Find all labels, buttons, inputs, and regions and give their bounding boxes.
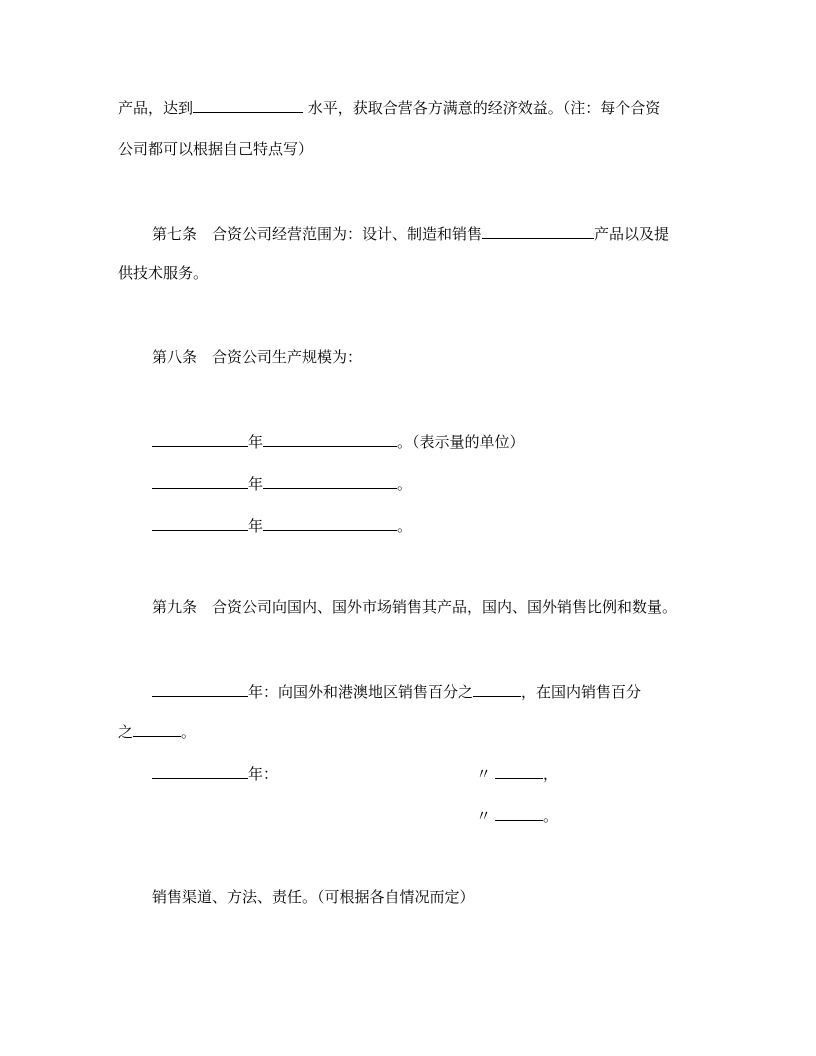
year-blank[interactable] [152, 514, 248, 531]
art7-before-text: 第七条 合资公司经营范围为：设计、制造和销售 [152, 225, 483, 243]
sales-row-1-line2-end: 。 [181, 723, 197, 741]
art7-after-text: 产品以及提 [594, 225, 670, 243]
p1-after-text: 水平，获取合营各方满意的经济效益。（注：每个合资 [303, 99, 661, 117]
ditto-mark: 〃 [476, 765, 492, 783]
sales-row-2-domestic [476, 804, 558, 826]
business-scope-blank[interactable] [482, 222, 594, 239]
article-9-heading: 第九条 合资公司向国内、国外市场销售其产品，国内、国外销售比例和数量。 [152, 598, 678, 616]
domestic-percent-blank[interactable] [133, 720, 181, 737]
row-end-text: 。（表示量的单位） [397, 433, 525, 451]
row-end-text: 。 [397, 475, 413, 493]
sales-row-2-year [152, 762, 278, 784]
year-label: 年 [248, 517, 264, 535]
sales-row-2-year-label: 年： [248, 765, 279, 783]
paragraph-1-line-1 [118, 96, 660, 118]
sales-row-1-mid2: ，在国内销售百分 [521, 683, 642, 701]
export-percent-blank[interactable] [495, 762, 543, 779]
sales-channels-text: 销售渠道、方法、责任。（可根据各自情况而定） [152, 888, 475, 906]
paragraph-1-line-2: 公司都可以根据自己特点写） [118, 140, 314, 158]
sales-row-2-end-2: 。 [543, 807, 559, 825]
export-percent-blank[interactable] [473, 680, 521, 697]
domestic-percent-blank[interactable] [495, 804, 543, 821]
quantity-blank[interactable] [263, 514, 397, 531]
sales-row-1-line2-start: 之 [118, 723, 134, 741]
sales-row-1-line-1 [152, 680, 641, 702]
sales-row-2-end-1: ， [543, 765, 559, 783]
p1-before-text: 产品，达到 [118, 99, 194, 117]
sales-row-1-line-2 [118, 720, 196, 742]
article-7-line-2: 供技术服务。 [118, 264, 209, 282]
production-row-2 [152, 472, 412, 494]
production-row-3 [152, 514, 412, 536]
ditto-mark: 〃 [476, 807, 492, 825]
year-blank[interactable] [152, 472, 248, 489]
year-blank[interactable] [152, 430, 248, 447]
quantity-blank[interactable] [263, 472, 397, 489]
level-blank[interactable] [193, 96, 303, 113]
production-row-1 [152, 430, 525, 452]
sales-row-1-mid: 年：向国外和港澳地区销售百分之 [248, 683, 474, 701]
sales-row-2-export [476, 762, 558, 784]
year-label: 年 [248, 475, 264, 493]
quantity-blank[interactable] [263, 430, 397, 447]
year-label: 年 [248, 433, 264, 451]
row-end-text: 。 [397, 517, 413, 535]
year-blank[interactable] [152, 762, 248, 779]
year-blank[interactable] [152, 680, 248, 697]
article-7-line-1 [152, 222, 669, 244]
article-8-heading: 第八条 合资公司生产规模为： [152, 348, 363, 366]
